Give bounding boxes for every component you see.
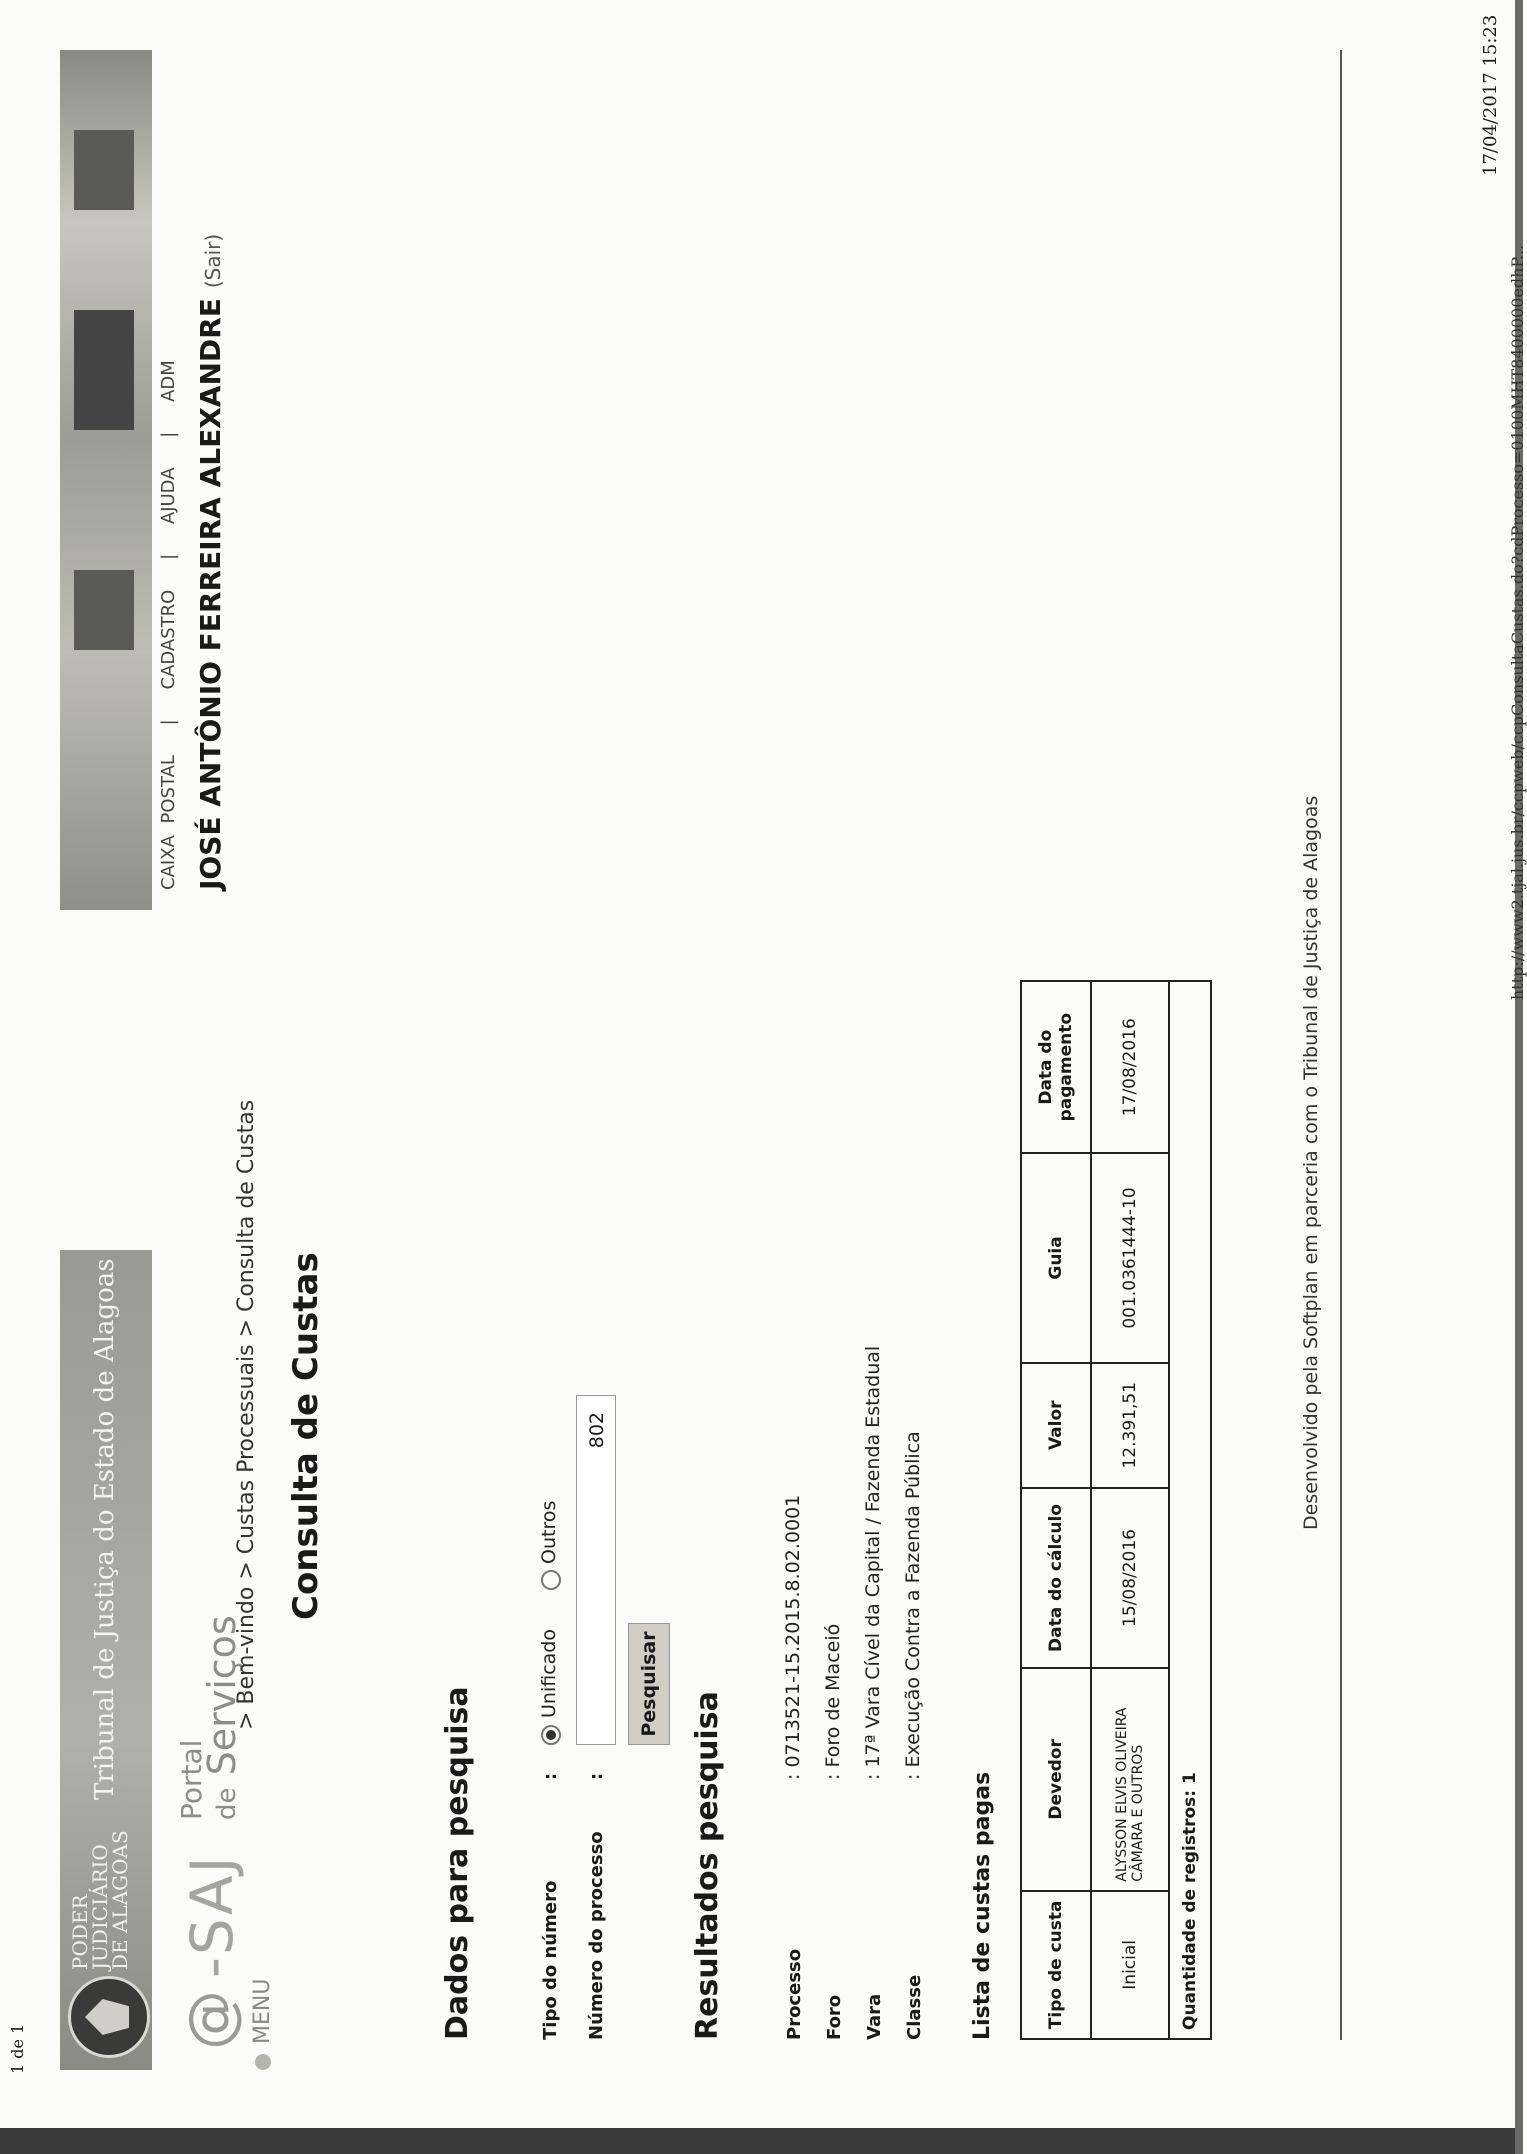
org-name: PODER JUDICIÁRIO DE ALAGOAS xyxy=(68,1830,132,1970)
footer-divider xyxy=(1340,50,1342,2040)
menu-toggle[interactable] xyxy=(250,1979,275,2070)
building-photo-block xyxy=(74,130,134,210)
process-number-input[interactable]: 802 xyxy=(576,1395,616,1745)
scan-bottom-edge xyxy=(0,2128,1523,2154)
esaj-name: -SAJ xyxy=(178,1854,246,1978)
radio-outros[interactable] xyxy=(541,1570,561,1590)
search-section-title: Dados para pesquisa xyxy=(440,1686,475,2040)
chevron-down-icon xyxy=(255,2054,271,2070)
print-page-number: 1 de 1 xyxy=(8,2023,27,2074)
nav-sep: | xyxy=(158,553,179,560)
numero-label: Número do processo xyxy=(586,1831,607,2040)
result-label-vara: Vara xyxy=(864,1993,885,2040)
cell-data-pagamento: 17/08/2016 xyxy=(1091,981,1169,1153)
result-value-vara: : 17ª Vara Cível da Capital / Fazenda Estadual xyxy=(862,1345,884,1780)
esaj-at-icon: @ xyxy=(176,1990,246,2050)
radio-outros-label: Outros xyxy=(538,1500,560,1564)
servicos-label: de Serviços xyxy=(200,1615,244,1820)
cell-data-calculo: 15/08/2016 xyxy=(1091,1488,1169,1668)
result-value-processo: : 0713521-15.2015.8.02.0001 xyxy=(782,1494,804,1780)
result-label-classe: Classe xyxy=(904,1974,925,2040)
cell-guia: 001.0361444-10 xyxy=(1091,1153,1169,1362)
results-section-title: Resultados pesquisa xyxy=(690,1691,725,2040)
col-tipo: Tipo de custa xyxy=(1021,1891,1091,2039)
nav-ajuda[interactable]: AJUDA xyxy=(158,467,179,525)
result-value-classe: : Execução Contra a Fazenda Pública xyxy=(902,1431,924,1780)
numero-colon: : xyxy=(586,1772,607,1780)
col-data-calculo: Data do cálculo xyxy=(1021,1488,1091,1668)
user-info xyxy=(194,234,227,890)
radio-unificado[interactable] xyxy=(541,1725,561,1745)
header-left-banner xyxy=(60,1250,152,2070)
table-row xyxy=(1091,981,1169,2039)
portal-label: Portal xyxy=(175,1739,208,1820)
menu-label: MENU xyxy=(250,1978,275,2044)
tipo-colon: : xyxy=(540,1772,561,1780)
cell-devedor: ALYSSON ELVIS OLIVEIRA CÂMARA E OUTROS xyxy=(1091,1668,1169,1891)
header-banner xyxy=(60,30,152,2090)
result-label-foro: Foro xyxy=(824,1994,845,2040)
tribunal-name: Tribunal de Justiça do Estado de Alagoas xyxy=(90,1258,120,1800)
record-count: Quantidade de registros: 1 xyxy=(1169,981,1211,2039)
building-photo-block xyxy=(74,570,134,650)
col-data-pagamento: Data do pagamento xyxy=(1021,981,1091,1153)
print-timestamp: 17/04/2017 15:23 xyxy=(1480,14,1501,176)
user-name: JOSÉ ANTÔNIO FERREIRA ALEXANDRE xyxy=(194,298,227,890)
radio-unificado-label: Unificado xyxy=(538,1629,560,1718)
nav-cadastro[interactable]: CADASTRO xyxy=(158,589,179,690)
custas-table xyxy=(1020,980,1212,2040)
search-button[interactable]: Pesquisar xyxy=(628,1623,670,1745)
logout-link[interactable]: (Sair) xyxy=(201,233,225,289)
col-valor: Valor xyxy=(1021,1363,1091,1488)
table-header-row xyxy=(1021,981,1091,2039)
breadcrumb[interactable]: > Bem-vindo > Custas Processuais > Consulta de Custas xyxy=(234,1099,259,1730)
result-value-foro: : Foro de Maceió xyxy=(822,1623,844,1780)
cell-valor: 12.391,51 xyxy=(1091,1363,1169,1488)
nav-sep: | xyxy=(158,431,179,438)
col-devedor: Devedor xyxy=(1021,1668,1091,1891)
court-seal-icon xyxy=(68,1976,150,2058)
cell-tipo: Inicial xyxy=(1091,1891,1169,2039)
table-count-row xyxy=(1169,981,1211,2039)
nav-sep: | xyxy=(158,719,179,726)
print-url: http://www2.tjal.jus.br/ccpweb/ccpConsultaCustas.do?cdProcesso=0100MHT8400000edhP... xyxy=(1508,244,1527,1000)
result-label-processo: Processo xyxy=(784,1948,805,2040)
nav-adm[interactable]: ADM xyxy=(158,360,179,402)
header-photo-banner xyxy=(60,50,152,910)
rotated-page xyxy=(40,30,1480,2090)
nav-caixa-postal[interactable]: CAIXA POSTAL xyxy=(158,755,179,890)
page-title: Consulta de Custas xyxy=(286,1252,326,1620)
top-nav xyxy=(158,342,179,890)
custas-section-title: Lista de custas pagas xyxy=(970,1771,995,2040)
col-guia: Guia xyxy=(1021,1153,1091,1362)
footer-credit: Desenvolvido pela Softplan em parceria com o Tribunal de Justiça de Alagoas xyxy=(1300,795,1322,1530)
building-photo-block xyxy=(74,310,134,430)
tipo-label: Tipo do número xyxy=(540,1880,561,2040)
